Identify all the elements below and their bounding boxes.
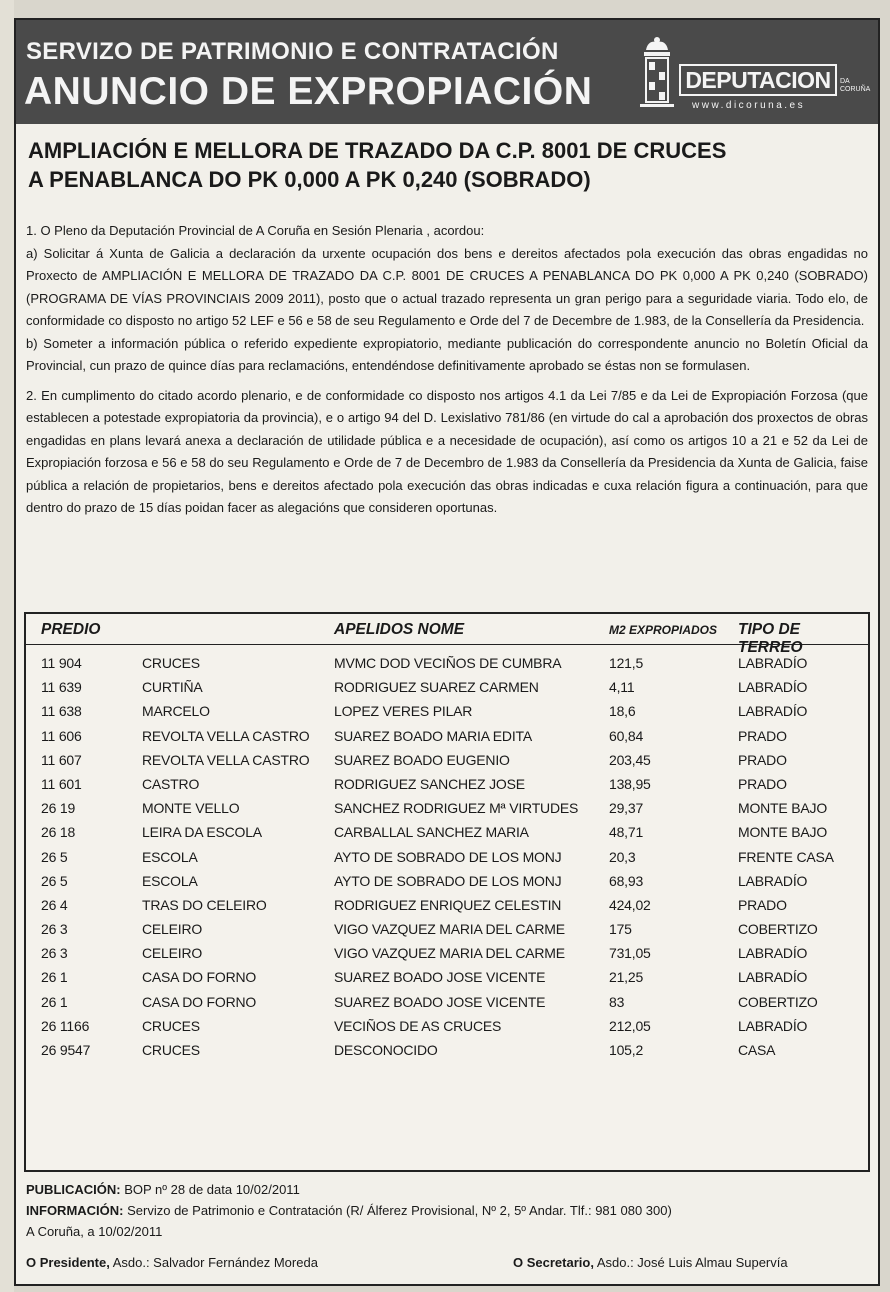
cell-predio: 26 1 (41, 969, 68, 986)
cell-place: ESCOLA (142, 872, 198, 889)
cell-predio: 11 638 (41, 703, 82, 720)
table-row (26, 846, 868, 870)
publication-label: PUBLICACIÓN: (26, 1182, 121, 1197)
cell-land-type: LABRADÍO (738, 655, 808, 671)
cell-m2: 105,2 (609, 1042, 644, 1058)
cell-place: MARCELO (142, 703, 210, 720)
cell-m2: 4,11 (609, 679, 635, 696)
cell-owner-name: DESCONOCIDO (334, 1042, 438, 1058)
expropriation-notice (14, 18, 880, 1286)
cell-place: REVOLTA VELLA CASTRO (142, 727, 310, 744)
cell-predio: 26 5 (41, 872, 68, 889)
cell-m2: 83 (609, 993, 625, 1010)
cell-owner-name: RODRIGUEZ ENRIQUEZ CELESTIN (334, 896, 562, 913)
cell-predio: 26 3 (41, 945, 68, 962)
cell-place: TRAS DO CELEIRO (142, 896, 267, 913)
notice-header (16, 20, 878, 124)
paragraph-1-intro: 1. O Pleno da Deputación Provincial de A Coruña en Sesión Plenaria , acordou: (26, 223, 485, 238)
cell-m2: 121,5 (609, 655, 644, 671)
cell-owner-name: VIGO VAZQUEZ MARIA DEL CARME (334, 945, 565, 962)
cell-m2: 203,45 (609, 751, 651, 768)
table-row (26, 821, 868, 845)
cell-place: CASA DO FORNO (142, 969, 257, 986)
cell-predio: 26 18 (41, 824, 76, 841)
information-label: INFORMACIÓN: (26, 1203, 124, 1218)
table-row (26, 942, 868, 966)
cell-m2: 29,37 (609, 800, 644, 817)
cell-m2: 138,95 (609, 775, 651, 792)
cell-owner-name: AYTO DE SOBRADO DE LOS MONJ (334, 872, 562, 889)
table-row (26, 725, 868, 749)
header-title: ANUNCIO DE EXPROPIACIÓN (24, 70, 593, 113)
cell-m2: 60,84 (609, 727, 644, 744)
logo-url: www.dicoruna.es (692, 100, 806, 111)
cell-land-type: MONTE BAJO (738, 800, 828, 817)
cell-land-type: PRADO (738, 896, 787, 913)
cell-owner-name: AYTO DE SOBRADO DE LOS MONJ (334, 848, 562, 865)
cell-land-type: PRADO (738, 751, 787, 768)
cell-m2: 18,6 (609, 703, 636, 720)
paragraph-2: 2. En cumplimento do citado acordo plenario, e de conformidade co disposto nos artigos 4.1 da Lei 7/85 e da Lei de Expropiación Forzosa (que establecen a potestade expropiatoria da provincia), e o artigo 94 del D. Lexislativo 781/86 (en virtude do cal a aprobación dos proxectos de obras engadidas en plans levará anexa a declaración de utilidade pública e a necesidade de ocupación), así como os artigos 10 a 21 e 52 da Lei de Expropiación forzosa e 56 e 58 do seu Regulamento e Orde de 7 de Decembro de 1.983 da Consellería da Presidencia da Xunta de Galicia, faise pública a relación de propietarios, bens e dereitos afectado pola execución das obras indicadas e cuxa relación figura a continuación, para que dentro do prazo de 15 días poidan facer as alegacións que consideren oportunas. (26, 387, 868, 515)
cell-owner-name: SUAREZ BOADO MARIA EDITA (334, 727, 532, 744)
cell-m2: 68,93 (609, 872, 644, 889)
cell-land-type: LABRADÍO (738, 969, 808, 986)
table-row (26, 773, 868, 797)
header-apelidos: APELIDOS NOME (334, 621, 465, 638)
publication-text: BOP nº 28 de data 10/02/2011 (120, 1182, 300, 1197)
cell-place: CRUCES (142, 655, 200, 671)
header-predio: PREDIO (41, 621, 101, 638)
cell-m2: 48,71 (609, 824, 644, 841)
cell-owner-name: MVMC DOD VECIÑOS DE CUMBRA (334, 655, 562, 671)
table-header (26, 614, 868, 656)
cell-predio: 11 904 (41, 655, 82, 671)
president-text: Asdo.: Salvador Fernández Moreda (109, 1255, 318, 1270)
cell-land-type: LABRADÍO (738, 679, 808, 696)
cell-predio: 26 4 (41, 896, 68, 913)
cell-land-type: MONTE BAJO (738, 824, 828, 841)
cell-owner-name: LOPEZ VERES PILAR (334, 703, 473, 720)
table-row (26, 918, 868, 942)
cell-owner-name: SUAREZ BOADO JOSE VICENTE (334, 993, 546, 1010)
header-m2: M2 EXPROPIADOS (609, 623, 718, 637)
cell-predio: 26 1166 (41, 1017, 90, 1034)
place-date: A Coruña, a 10/02/2011 (26, 1224, 163, 1239)
secretary-text: Asdo.: José Luis Almau Supervía (593, 1255, 788, 1270)
cell-predio: 11 606 (41, 727, 82, 744)
cell-owner-name: RODRIGUEZ SUAREZ CARMEN (334, 679, 539, 696)
title-line-2: A PENABLANCA DO PK 0,000 A PK 0,240 (SOBRADO) (28, 167, 591, 192)
cell-place: CASTRO (142, 775, 200, 792)
title-line-1: AMPLIACIÓN E MELLORA DE TRAZADO DA C.P. 8001 DE CRUCES (28, 138, 727, 163)
cell-owner-name: SANCHEZ RODRIGUEZ Mª VIRTUDES (334, 800, 579, 817)
logo-name: DEPUTACION (679, 64, 837, 96)
header-tipo: TIPO DE TERREO (738, 621, 803, 656)
table-row (26, 966, 868, 990)
cell-m2: 212,05 (609, 1017, 651, 1034)
cell-m2: 731,05 (609, 945, 651, 962)
cell-place: CELEIRO (142, 921, 203, 938)
owners-table (24, 612, 870, 1172)
cell-land-type: FRENTE CASA (738, 848, 834, 865)
cell-predio: 11 607 (41, 751, 82, 768)
cell-place: CRUCES (142, 1017, 200, 1034)
notice-title (28, 136, 873, 194)
cell-owner-name: SUAREZ BOADO EUGENIO (334, 751, 510, 768)
table-row (26, 1015, 868, 1039)
logo-subtext: DA CORUÑA (840, 78, 871, 93)
cell-place: CURTIÑA (142, 679, 203, 696)
table-row (26, 1039, 868, 1063)
cell-place: CRUCES (142, 1042, 200, 1058)
cell-land-type: COBERTIZO (738, 993, 818, 1010)
table-row (26, 749, 868, 773)
cell-land-type: PRADO (738, 775, 787, 792)
information-line (26, 1203, 868, 1218)
cell-predio: 11 601 (41, 775, 82, 792)
table-body (26, 652, 868, 1063)
cell-predio: 26 1 (41, 993, 68, 1010)
secretary-label: O Secretario, (513, 1255, 594, 1270)
cell-m2: 21,25 (609, 969, 644, 986)
president-label: O Presidente, (26, 1255, 110, 1270)
cell-place: CELEIRO (142, 945, 203, 962)
cell-predio: 26 9547 (41, 1042, 91, 1058)
newspaper-background-strip (0, 0, 14, 1292)
cell-m2: 175 (609, 921, 632, 938)
cell-place: ESCOLA (142, 848, 198, 865)
cell-land-type: LABRADÍO (738, 703, 808, 720)
cell-land-type: CASA (738, 1042, 776, 1058)
header-subtitle: SERVIZO DE PATRIMONIO E CONTRATACIÓN (26, 38, 559, 65)
cell-predio: 26 19 (41, 800, 76, 817)
cell-place: REVOLTA VELLA CASTRO (142, 751, 310, 768)
table-row (26, 652, 868, 676)
information-text: Servizo de Patrimonio e Contratación (R/ Álferez Provisional, Nº 2, 5º Andar. Tlf.: 981 080 300) (123, 1203, 672, 1218)
cell-place: CASA DO FORNO (142, 993, 257, 1010)
cell-owner-name: CARBALLAL SANCHEZ MARIA (334, 824, 529, 841)
table-row (26, 870, 868, 894)
table-row (26, 894, 868, 918)
cell-owner-name: RODRIGUEZ SANCHEZ JOSE (334, 775, 525, 792)
publication-line (26, 1182, 868, 1197)
cell-place: MONTE VELLO (142, 800, 240, 817)
cell-predio: 26 5 (41, 848, 68, 865)
cell-land-type: LABRADÍO (738, 1017, 808, 1034)
cell-predio: 26 3 (41, 921, 68, 938)
table-row (26, 991, 868, 1015)
cell-land-type: PRADO (738, 727, 787, 744)
table-row (26, 797, 868, 821)
cell-m2: 424,02 (609, 896, 651, 913)
cell-place: LEIRA DA ESCOLA (142, 824, 262, 841)
crest-icon (636, 36, 678, 110)
secretary-signature (513, 1255, 873, 1270)
table-row (26, 676, 868, 700)
cell-owner-name: SUAREZ BOADO JOSE VICENTE (334, 969, 546, 986)
cell-m2: 20,3 (609, 848, 636, 865)
paragraph-1a: a) Solicitar á Xunta de Galicia a declaración da urxente ocupación dos bens e dereitos afectados pola execución das obras engadidas no Proxecto de AMPLIACIÓN E MELLORA DE TRAZADO DA C.P. 8001 DE CRUCES A PENABLANCA DO PK 0,000 A PK 0,240 (SOBRADO) (PROGRAMA DE VÍAS PROVINCIAIS 2009 2011), posto que o actual trazado representa un gran perigo para a seguridade viaria. Todo elo, de conformidade co disposto no artigo 52 LEF e 56 e 58 de seu Regulamento e Orde del 7 de Decembre de 1.983, de la Consellería da Presidencia. (26, 245, 868, 328)
notice-body (26, 220, 868, 520)
table-row (26, 700, 868, 724)
cell-owner-name: VIGO VAZQUEZ MARIA DEL CARME (334, 921, 565, 938)
cell-predio: 11 639 (41, 679, 82, 696)
cell-land-type: LABRADÍO (738, 945, 808, 962)
paragraph-1b: b) Someter a información pública o referido expediente expropiatorio, mediante publicación do correspondente anuncio no Boletín Oficial da Provincial, cun prazo de quince días para reclamacións, entendéndose definitivamente aprobado se éstas non se formulasen. (26, 335, 868, 373)
cell-land-type: COBERTIZO (738, 921, 818, 938)
cell-land-type: LABRADÍO (738, 872, 808, 889)
cell-owner-name: VECIÑOS DE AS CRUCES (334, 1017, 502, 1034)
